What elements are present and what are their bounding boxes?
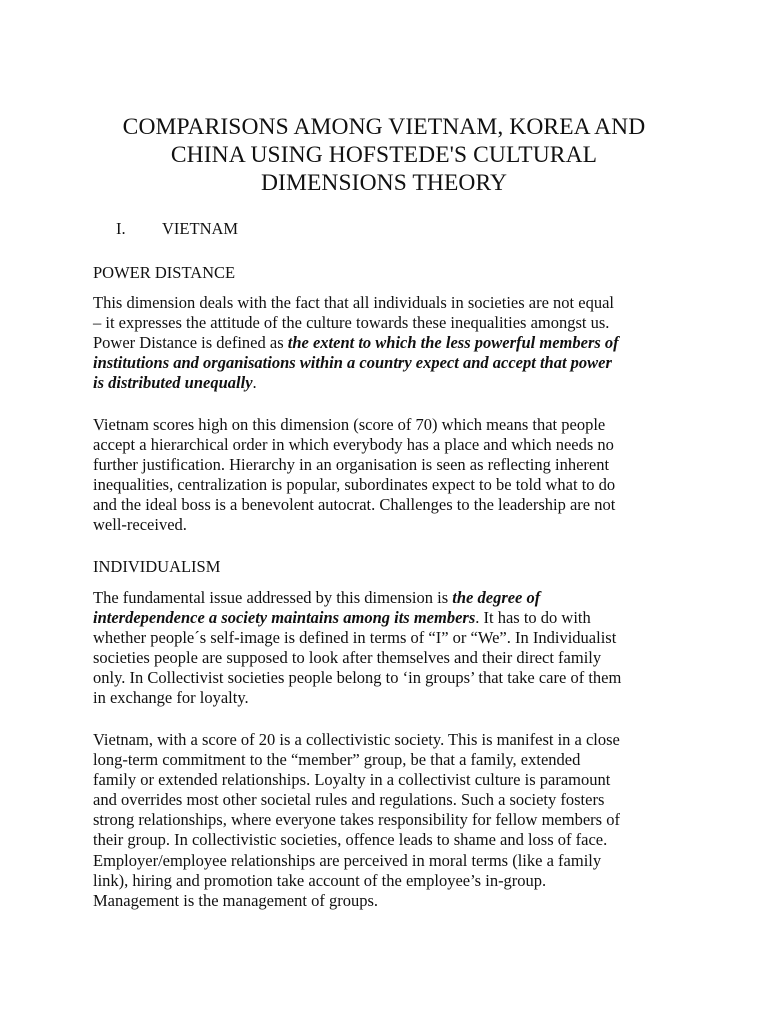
text-line: in exchange for loyalty. (93, 688, 249, 708)
text-line: This dimension deals with the fact that all individuals in societies are not equal (93, 293, 614, 312)
text-line: their group. In collectivistic societies, offence leads to shame and loss of face. (93, 830, 608, 850)
text-line: and overrides most other societal rules and regulations. Such a society fosters (93, 790, 605, 810)
section-number: I. (116, 219, 126, 238)
individualism-heading: INDIVIDUALISM (93, 557, 221, 576)
text-line: only. In Collectivist societies people belong to ‘in groups’ that take care of them (93, 668, 622, 688)
text-line (93, 373, 683, 393)
text-line: – it expresses the attitude of the culture towards these inequalities amongst us. (93, 313, 610, 333)
emphasis-text: institutions and organisations within a country expect and accept that power (93, 353, 612, 373)
text-line: Vietnam scores high on this dimension (score of 70) which means that people (93, 415, 606, 434)
text-line: further justification. Hierarchy in an organisation is seen as reflecting inherent (93, 455, 610, 475)
text-line: societies people are supposed to look after themselves and their direct family (93, 648, 602, 668)
text-run: . (252, 373, 257, 393)
text-line: family or extended relationships. Loyalty in a collectivist culture is paramount (93, 770, 611, 790)
emphasis-text: is distributed unequally (93, 373, 253, 393)
text-line: Vietnam, with a score of 20 is a collectivistic society. This is manifest in a close (93, 730, 620, 749)
individualism-paragraph-2 (93, 730, 683, 911)
text-line: link), hiring and promotion take account of the employee’s in-group. (93, 870, 547, 890)
text-run: Power Distance is defined as (93, 333, 288, 353)
text-line: Employer/employee relationships are perceived in moral terms (like a family (93, 850, 602, 870)
power-distance-heading: POWER DISTANCE (93, 263, 236, 282)
text-run: . It has to do with (475, 608, 591, 628)
power-distance-paragraph-2 (93, 415, 683, 536)
title-line: CHINA USING HOFSTEDE'S CULTURAL (170, 142, 598, 168)
text-line: whether people´s self-image is defined in terms of “I” or “We”. In Individualist (93, 628, 617, 648)
power-distance-paragraph-1 (93, 293, 683, 393)
text-line: long-term commitment to the “member” group, be that a family, extended (93, 750, 581, 770)
text-line (93, 608, 683, 628)
section-label: VIETNAM (162, 219, 239, 238)
document-title (60, 113, 708, 197)
text-line (93, 333, 683, 353)
text-line: well-received. (93, 515, 187, 535)
emphasis-text: the degree of (452, 588, 541, 607)
text-line (93, 588, 683, 608)
text-run: The fundamental issue addressed by this dimension is (93, 588, 453, 607)
text-line: inequalities, centralization is popular, subordinates expect to be told what to do (93, 475, 616, 495)
text-line: and the ideal boss is a benevolent autocrat. Challenges to the leadership are not (93, 495, 616, 515)
title-line: DIMENSIONS THEORY (260, 170, 508, 196)
text-line: strong relationships, where everyone takes responsibility for fellow members of (93, 810, 620, 830)
title-line: COMPARISONS AMONG VIETNAM, KOREA AND (122, 114, 646, 140)
emphasis-text: the extent to which the less powerful members of (287, 333, 619, 353)
section-heading (116, 219, 238, 239)
emphasis-text: interdependence a society maintains among its members (93, 608, 476, 628)
individualism-paragraph-1 (93, 588, 683, 709)
text-line: accept a hierarchical order in which everybody has a place and which needs no (93, 435, 614, 455)
text-line: Management is the management of groups. (93, 890, 379, 910)
